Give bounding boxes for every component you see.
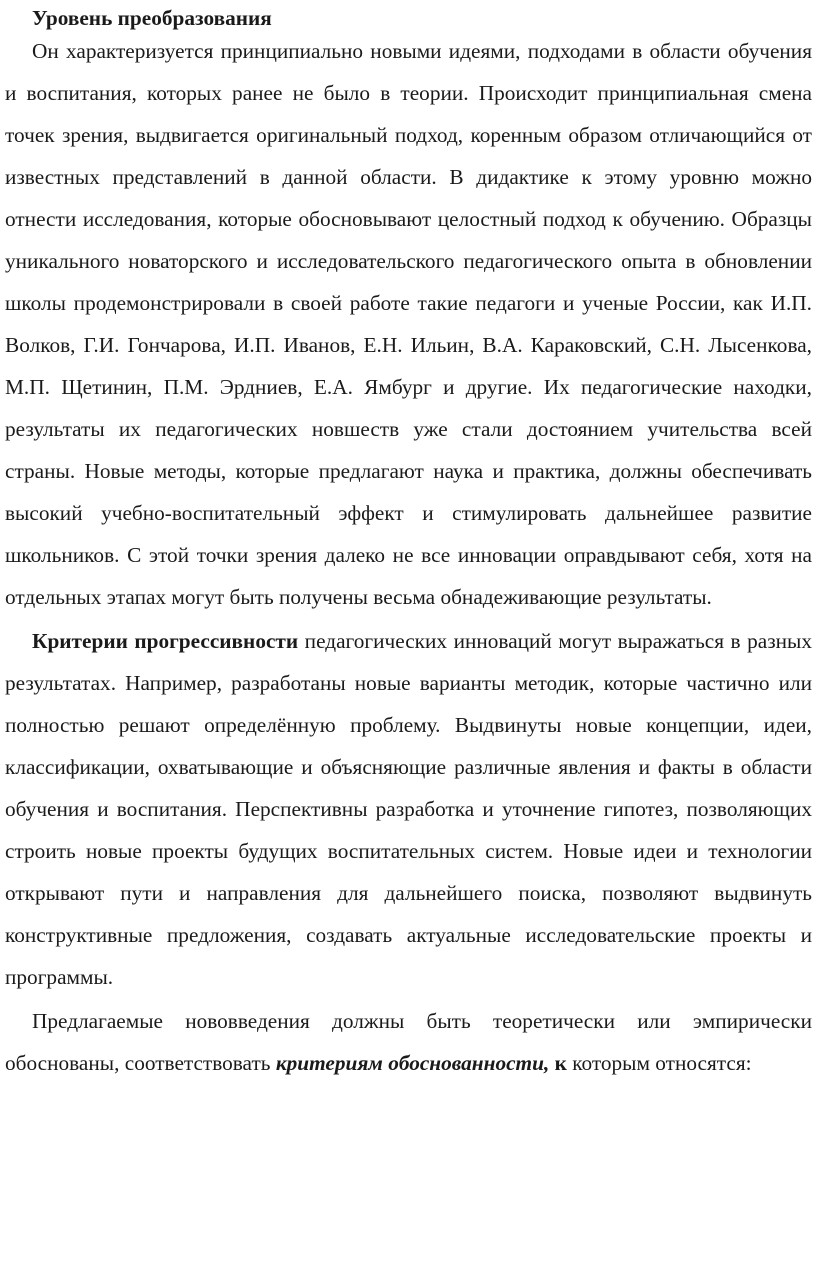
validity-text-after: которым относятся: bbox=[566, 1051, 752, 1075]
validity-criteria-term: критериям обоснованности, bbox=[275, 1051, 550, 1075]
section-heading: Уровень преобразования bbox=[32, 6, 272, 30]
paragraph-progressiveness-criteria bbox=[5, 620, 812, 998]
progressiveness-criteria-term: Критерии прогрессивности bbox=[32, 629, 299, 653]
progressiveness-criteria-text: педагогических инноваций могут выражаться в разных результатах. Например, разработаны новые варианты методик, которые частично или полностью решают определённую проблему. Выдвинуты новые концепции, идеи, классификации, охватывающие и объясняющие различные явления и факты в области обучения и воспитания. Перспективны разработка и уточнение гипотез, позволяющих строить новые проекты будущих воспитательных систем. Новые идеи и технологии открывают пути и направления для дальнейшего поиска, позволяют выдвинуть конструктивные предложения, создавать актуальные исследовательские проекты и программы. bbox=[5, 629, 812, 989]
paragraph-validity-criteria bbox=[5, 1000, 812, 1084]
validity-text-before: Предлагаемые нововведения должны быть теоретически или эмпирически обоснованы, соответствовать bbox=[5, 1009, 812, 1075]
paragraph-transformation-level: Он характеризуется принципиально новыми идеями, подходами в области обучения и воспитания, которых ранее не было в теории. Происходит принципиальная смена точек зрения, выдвигается оригинальный подход, коренным образом отличающийся от известных представлений в данной области. В дидактике к этому уровню можно отнести исследования, которые обосновывают целостный подход к обучению. Образцы уникального новаторского и исследовательского педагогического опыта в обновлении школы продемонстрировали в своей работе такие педагоги и ученые России, как И.П. Волков, Г.И. Гончарова, И.П. Иванов, Е.Н. Ильин, В.А. Караковский, С.Н. Лысенкова, М.П. Щетинин, П.М. Эрдниев, Е.А. Ямбург и другие. Их педагогические находки, результаты их педагогических новшеств уже стали достоянием учительства всей страны. Новые методы, которые предлагают наука и практика, должны обеспечивать высокий учебно-воспитательный эффект и стимулировать дальнейшее развитие школьников. С этой точки зрения далеко не все инновации оправдывают себя, хотя на отдельных этапах могут быть получены весьма обнадеживающие результаты. bbox=[5, 39, 812, 609]
validity-bold-preposition: к bbox=[554, 1051, 567, 1075]
